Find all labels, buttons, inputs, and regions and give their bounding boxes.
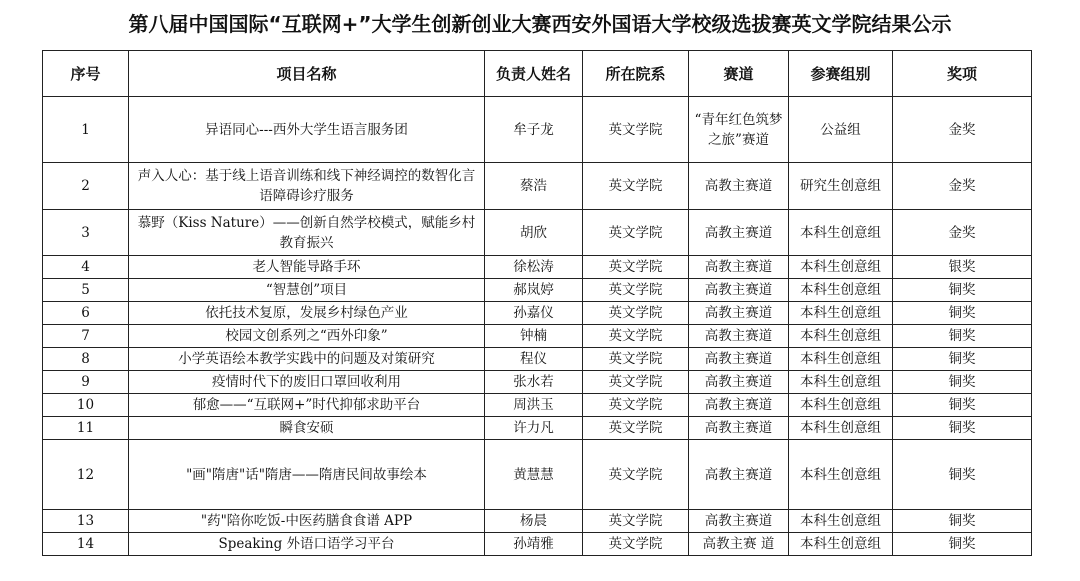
- table-row: [43, 394, 1032, 417]
- cell-leader: 钟楠: [485, 325, 583, 348]
- results-table: [42, 50, 1032, 556]
- cell-group: 本科生创意组: [789, 302, 893, 325]
- cell-track: 高教主赛道: [689, 325, 789, 348]
- cell-leader: 张水若: [485, 371, 583, 394]
- cell-award: 金奖: [893, 210, 1032, 256]
- cell-award: 铜奖: [893, 440, 1032, 510]
- header-track: 赛道: [689, 51, 789, 97]
- cell-index: 3: [43, 210, 129, 256]
- cell-group: 本科生创意组: [789, 417, 893, 440]
- cell-track: 高教主赛道: [689, 163, 789, 210]
- cell-project-name: “智慧创”项目: [129, 279, 485, 302]
- cell-department: 英文学院: [583, 279, 689, 302]
- cell-department: 英文学院: [583, 325, 689, 348]
- cell-index: 13: [43, 510, 129, 533]
- table-row: [43, 210, 1032, 256]
- cell-leader: 许力凡: [485, 417, 583, 440]
- cell-index: 12: [43, 440, 129, 510]
- cell-index: 14: [43, 533, 129, 556]
- cell-track: 高教主赛道: [689, 279, 789, 302]
- cell-award: 金奖: [893, 97, 1032, 163]
- cell-index: 6: [43, 302, 129, 325]
- cell-award: 金奖: [893, 163, 1032, 210]
- cell-department: 英文学院: [583, 371, 689, 394]
- cell-track: 高教主赛道: [689, 302, 789, 325]
- cell-group: 本科生创意组: [789, 533, 893, 556]
- header-department: 所在院系: [583, 51, 689, 97]
- cell-index: 1: [43, 97, 129, 163]
- cell-track: 高教主赛道: [689, 510, 789, 533]
- cell-department: 英文学院: [583, 510, 689, 533]
- cell-leader: 孙嘉仪: [485, 302, 583, 325]
- cell-track: 高教主赛道: [689, 348, 789, 371]
- cell-award: 铜奖: [893, 394, 1032, 417]
- cell-track: 高教主赛道: [689, 394, 789, 417]
- cell-project-name: 瞬食安硕: [129, 417, 485, 440]
- cell-award: 铜奖: [893, 279, 1032, 302]
- cell-track: 高教主赛 道: [689, 533, 789, 556]
- cell-group: 本科生创意组: [789, 510, 893, 533]
- table-row: [43, 163, 1032, 210]
- cell-department: 英文学院: [583, 348, 689, 371]
- cell-track: 高教主赛道: [689, 417, 789, 440]
- cell-index: 10: [43, 394, 129, 417]
- cell-award: 铜奖: [893, 325, 1032, 348]
- table-row: [43, 302, 1032, 325]
- cell-track: 高教主赛道: [689, 256, 789, 279]
- cell-project-name: 郁愈——“互联网+”时代抑郁求助平台: [129, 394, 485, 417]
- cell-department: 英文学院: [583, 440, 689, 510]
- table-header-row: [43, 51, 1032, 97]
- cell-track: 高教主赛道: [689, 371, 789, 394]
- cell-project-name: 慕野（Kiss Nature）——创新自然学校模式，赋能乡村教育振兴: [129, 210, 485, 256]
- table-row: [43, 533, 1032, 556]
- cell-award: 银奖: [893, 256, 1032, 279]
- cell-index: 11: [43, 417, 129, 440]
- table-row: [43, 510, 1032, 533]
- table-row: [43, 440, 1032, 510]
- table-row: [43, 417, 1032, 440]
- cell-project-name: 校园文创系列之“西外印象”: [129, 325, 485, 348]
- cell-leader: 徐松涛: [485, 256, 583, 279]
- cell-index: 2: [43, 163, 129, 210]
- cell-track: 高教主赛道: [689, 440, 789, 510]
- table-row: [43, 256, 1032, 279]
- cell-department: 英文学院: [583, 302, 689, 325]
- cell-leader: 牟子龙: [485, 97, 583, 163]
- cell-leader: 程仪: [485, 348, 583, 371]
- cell-group: 本科生创意组: [789, 371, 893, 394]
- header-award: 奖项: [893, 51, 1032, 97]
- cell-index: 9: [43, 371, 129, 394]
- cell-leader: 周洪玉: [485, 394, 583, 417]
- cell-project-name: 异语同心---西外大学生语言服务团: [129, 97, 485, 163]
- cell-department: 英文学院: [583, 97, 689, 163]
- cell-project-name: 声入人心：基于线上语音训练和线下神经调控的数智化言语障碍诊疗服务: [129, 163, 485, 210]
- cell-department: 英文学院: [583, 210, 689, 256]
- cell-project-name: 老人智能导路手环: [129, 256, 485, 279]
- cell-project-name: "药"陪你吃饭-中医药膳食食谱 APP: [129, 510, 485, 533]
- cell-group: 本科生创意组: [789, 256, 893, 279]
- table-row: [43, 371, 1032, 394]
- cell-award: 铜奖: [893, 417, 1032, 440]
- table-row: [43, 279, 1032, 302]
- cell-leader: 胡欣: [485, 210, 583, 256]
- cell-award: 铜奖: [893, 371, 1032, 394]
- cell-group: 本科生创意组: [789, 325, 893, 348]
- cell-track: 高教主赛道: [689, 210, 789, 256]
- cell-index: 5: [43, 279, 129, 302]
- cell-award: 铜奖: [893, 302, 1032, 325]
- cell-project-name: Speaking 外语口语学习平台: [129, 533, 485, 556]
- cell-group: 本科生创意组: [789, 348, 893, 371]
- cell-department: 英文学院: [583, 533, 689, 556]
- cell-department: 英文学院: [583, 417, 689, 440]
- cell-index: 4: [43, 256, 129, 279]
- cell-project-name: 依托技术复原，发展乡村绿色产业: [129, 302, 485, 325]
- cell-leader: 杨晨: [485, 510, 583, 533]
- cell-award: 铜奖: [893, 533, 1032, 556]
- cell-award: 铜奖: [893, 348, 1032, 371]
- cell-group: 研究生创意组: [789, 163, 893, 210]
- table-row: [43, 97, 1032, 163]
- cell-index: 7: [43, 325, 129, 348]
- header-group: 参赛组别: [789, 51, 893, 97]
- cell-award: 铜奖: [893, 510, 1032, 533]
- cell-leader: 郝岚婷: [485, 279, 583, 302]
- header-index: 序号: [43, 51, 129, 97]
- cell-index: 8: [43, 348, 129, 371]
- cell-department: 英文学院: [583, 256, 689, 279]
- cell-project-name: "画"隋唐"话"隋唐——隋唐民间故事绘本: [129, 440, 485, 510]
- header-project-name: 项目名称: [129, 51, 485, 97]
- cell-project-name: 疫情时代下的废旧口罩回收利用: [129, 371, 485, 394]
- cell-group: 公益组: [789, 97, 893, 163]
- cell-group: 本科生创意组: [789, 394, 893, 417]
- cell-group: 本科生创意组: [789, 210, 893, 256]
- table-row: [43, 348, 1032, 371]
- cell-group: 本科生创意组: [789, 440, 893, 510]
- cell-leader: 孙靖雅: [485, 533, 583, 556]
- cell-project-name: 小学英语绘本教学实践中的问题及对策研究: [129, 348, 485, 371]
- cell-leader: 蔡浩: [485, 163, 583, 210]
- table-row: [43, 325, 1032, 348]
- cell-department: 英文学院: [583, 394, 689, 417]
- page-title: 第八届中国国际“互联网+”大学生创新创业大赛西安外国语大学校级选拔赛英文学院结果公示: [128, 12, 952, 36]
- cell-track: “青年红色筑梦之旅”赛道: [689, 97, 789, 163]
- header-leader-name: 负责人姓名: [485, 51, 583, 97]
- cell-group: 本科生创意组: [789, 279, 893, 302]
- cell-leader: 黄慧慧: [485, 440, 583, 510]
- cell-department: 英文学院: [583, 163, 689, 210]
